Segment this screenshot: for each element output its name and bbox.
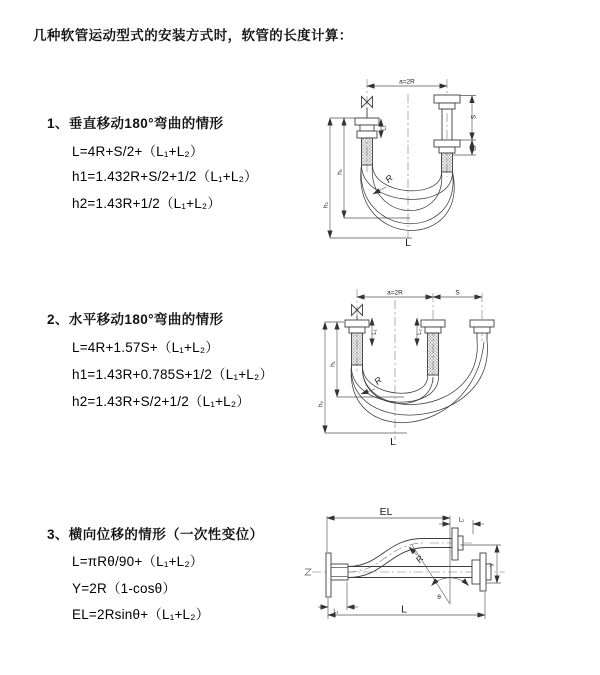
dim-label-l2: L₂ <box>471 145 478 151</box>
section-1-heading: 1、垂直移动180°弯曲的情形 <box>47 116 224 131</box>
dim-label-l1: L₁ <box>333 609 339 615</box>
radius-label: R <box>372 374 384 387</box>
dim-label-h2: h₂ <box>322 201 330 209</box>
braided-hose-section <box>352 333 363 365</box>
upper-flange <box>452 528 463 560</box>
right-flange <box>472 553 491 591</box>
left-flange <box>326 553 348 597</box>
radius-leader <box>373 187 386 194</box>
dim-label-el: EL <box>379 506 393 518</box>
dim-label-l1: L₁ <box>372 329 378 335</box>
page-title: 几种软管运动型式的安装方式时，软管的长度计算： <box>33 28 353 43</box>
section-2-heading: 2、水平移动180°弯曲的情形 <box>47 312 224 327</box>
dim-label-l: L <box>401 603 407 616</box>
angle-annotation <box>412 545 469 604</box>
radius-label: R <box>383 172 395 185</box>
centerlines <box>357 289 482 440</box>
radius-label: R <box>413 553 426 565</box>
middle-riser-fittings <box>421 320 445 375</box>
right-riser-fittings <box>470 320 494 340</box>
dim-label-l2: L₂ <box>417 329 423 335</box>
formula-line: h2=1.43R+1/2（L₁+L₂） <box>72 196 222 211</box>
braided-hose-section <box>442 153 453 172</box>
length-label: L <box>390 436 396 448</box>
hose-arcs <box>351 340 487 423</box>
formula-line: h1=1.432R+S/2+1/2（L₁+L₂） <box>72 169 258 184</box>
dim-label-s: S <box>470 114 478 120</box>
formula-line: Y=2R（1-cosθ） <box>72 581 177 596</box>
formula-line: L=4R+S/2+（L₁+L₂） <box>72 144 204 159</box>
left-riser-fittings <box>345 320 369 365</box>
dim-label-a2r: a=2R <box>387 289 403 297</box>
section-3-heading: 3、横向位移的情形（一次性变位） <box>47 527 264 542</box>
diagram-vertical-180 <box>312 72 600 268</box>
dim-label-h2: h₂ <box>317 400 325 408</box>
dim-label-h1: h₁ <box>336 169 344 175</box>
centerline-break-mark <box>305 569 311 575</box>
dimension-lines <box>318 290 483 434</box>
dim-label-l2: L₂ <box>458 517 465 524</box>
left-riser-fittings <box>355 118 379 165</box>
displaced-hose <box>348 539 452 578</box>
braided-hose-section <box>362 138 373 165</box>
angle-label: θ <box>437 594 441 601</box>
braided-hose-section <box>428 333 439 375</box>
formula-line: EL=2Rsinθ+（L₁+L₂） <box>72 607 210 622</box>
formula-line: h2=1.43R+S/2+1/2（L₁+L₂） <box>72 394 251 409</box>
dim-label-h1: h₁ <box>329 361 337 367</box>
formula-line: L=4R+1.57S+（L₁+L₂） <box>72 340 219 355</box>
diagram-lateral-displacement <box>300 500 600 635</box>
formula-line: L=πRθ/90+（L₁+L₂） <box>72 554 204 569</box>
dim-label-l1: L₁ <box>381 125 388 131</box>
dim-label-a2r: a=2R <box>399 78 415 86</box>
diagram-horizontal-180 <box>312 282 600 460</box>
dim-label-y: Y <box>489 562 496 568</box>
hose-arcs <box>361 165 455 230</box>
length-label: L <box>405 237 411 249</box>
dim-label-s: S <box>455 289 460 297</box>
formula-line: h1=1.43R+0.785S+1/2（L₁+L₂） <box>72 367 274 382</box>
